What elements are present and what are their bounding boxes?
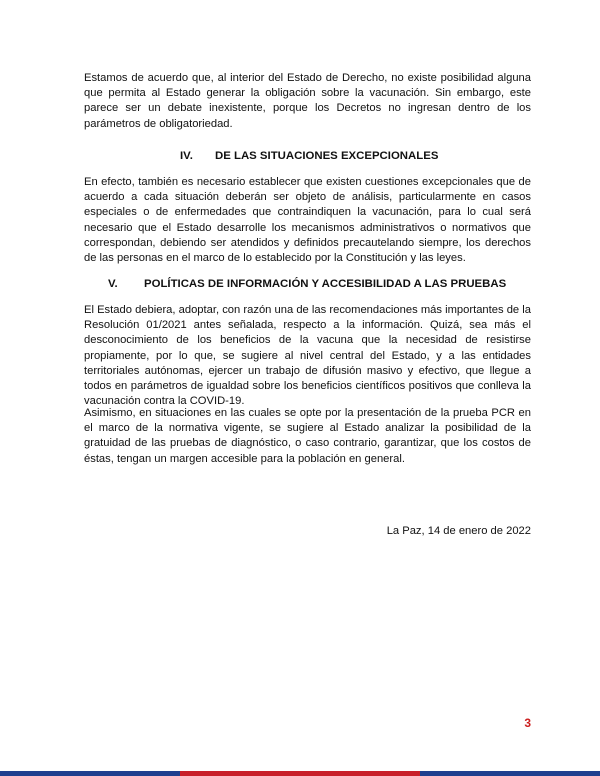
section-title: DE LAS SITUACIONES EXCEPCIONALES (215, 150, 439, 162)
paragraph-obligation: Estamos de acuerdo que, al interior del Estado de Derecho, no existe posibilidad alguna que permita al Estado generar la obligación sobre la vacunación. Sin embargo, este parece ser un debate inexistente, porque los Decretos no ingresan dentro de los parámetros de obligatoriedad. (84, 72, 531, 130)
date-line: La Paz, 14 de enero de 2022 (386, 525, 531, 537)
section-number: V. (108, 278, 118, 290)
paragraph-exceptional-situations: En efecto, también es necesario establecer que existen cuestiones excepcionales que de acuerdo a cada situación deberán ser objeto de análisis, particularmente en casos especiales o de enfermedades que contraindiquen la vacunación, para lo cual será necesario que el Estado desarrolle los mecanismos administrativos o normativos que correspondan, debiendo ser atendidos y definidos precautelando siempre, los derechos de las personas en el marco de lo establecido por la Constitución y las leyes. (84, 176, 531, 265)
paragraph-information-policy: El Estado debiera, adoptar, con razón una de las recomendaciones más importantes de la Resolución 01/2021 antes señalada, respecto a la información. Quizá, sea más el desconocimiento de los beneficios de la vacuna que la necesidad de resistirse propiamente, por lo que, se sugiere al nivel central del Estado, y a las entidades territoriales autónomas, ejercer un trabajo de difusión masivo y efectivo, que llegue a todos en parámetros de igualdad sobre los beneficios científicos positivos que conlleva la vacunación contra la COVID-19. (84, 304, 531, 408)
paragraph-pcr-tests: Asimismo, en situaciones en las cuales se opte por la presentación de la prueba PCR en el marco de la normativa vigente, se sugiere al Estado analizar la posibilidad de la gratuidad de las pruebas de diagnóstico, o caso contrario, garantizar, que los costos de éstas, tengan un margen accesible para la población en general. (84, 407, 531, 465)
section-number: IV. (180, 150, 193, 162)
section-title: POLÍTICAS DE INFORMACIÓN Y ACCESIBILIDAD A LAS PRUEBAS (144, 278, 507, 290)
page-number: 3 (524, 716, 531, 730)
footer-color-band (0, 771, 600, 776)
